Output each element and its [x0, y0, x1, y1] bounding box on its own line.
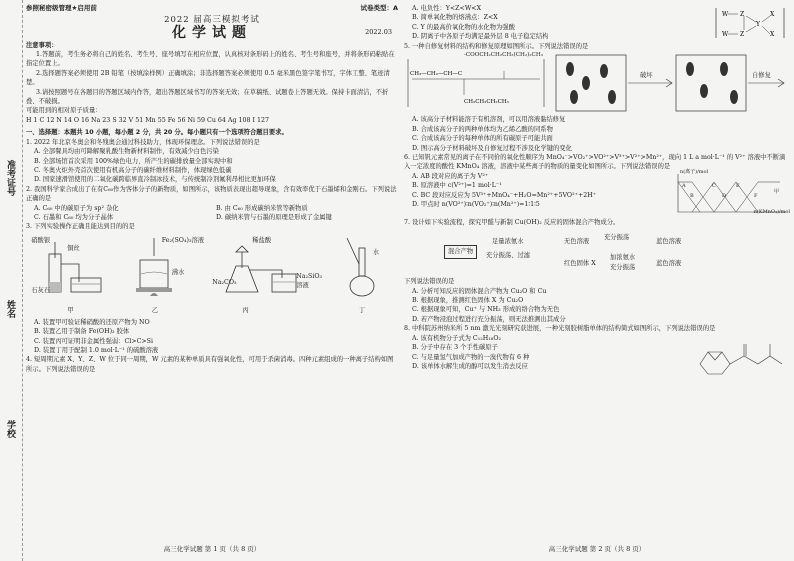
- q2-option-a: A. C₆₀ 中的碳原子为 sp² 杂化: [34, 204, 119, 212]
- tag-ding: 丁: [358, 307, 366, 315]
- label-copper-wire: 铜丝: [67, 244, 80, 252]
- q4-options-block: [404, 4, 790, 42]
- notice-heading: 注意事项：: [26, 41, 58, 49]
- svg-text:X: X: [770, 31, 775, 38]
- name-label: 姓名: [5, 300, 15, 318]
- apparatus-bing: [212, 234, 322, 316]
- question-8: 8. 中科院苏州纳米所 5 nm 激光光刻研究获进展，一种光刻胶树脂单体的结构简式如图所示，下列说法错误的是: [404, 325, 716, 333]
- question-6: 6. 已知钒元素常见的离子在不同价的氧化性顺序为 MnO₄⁻>VO₂⁺>VO²⁺>V³⁺>V²⁺>Mn²⁺，现向 1 L a mol·L⁻¹ 的 V²⁺ 溶液中不断滴入一定浓度的酸性 KMnO₄ 溶液，溶液中某些离子的物质的量变化如图所示。下列说法错误的是: [404, 154, 786, 171]
- notice-3: 3.请按照题号在各题目的答题区域内作答，超出答题区域书写的答案无效；在草稿纸、试题卷上答题无效。保持卡面清洁，不折叠、不破损。: [26, 88, 389, 106]
- notice-1: 1.答题前，考生务必将自己的姓名、考生号、座号填写在相应位置，认真核对条形码上的姓名、考生号和座号，并将条形码粘贴在指定位置上。: [26, 51, 395, 68]
- apparatus-yi: [122, 234, 205, 316]
- polymer-side-chain: -COOCH₂CH₂CH₃(CH₂)₂CH₃: [464, 52, 543, 59]
- label-water: 水: [372, 248, 380, 256]
- q1-option-a: A. 全部餐具均由可降解聚乳酸生物新材料制作，有效减少白色污染: [34, 148, 219, 156]
- paper-type: 试卷类型：A: [360, 4, 398, 12]
- q8-option-c: C. 与足量氢气加成产物的一溴代物有 6 种: [412, 353, 530, 361]
- q5-option-d: D. 图示高分子材料破坏及自修复过程不涉及化学键的变化: [412, 144, 572, 152]
- label-iron-sulfate: Fe₂(SO₄)₃溶液: [161, 236, 205, 244]
- question-2: 2. 我国科学家合成出了在有C₆₀作为客体分子的新物质，如图所示，该物质表现出超导现象，含有效率优于石墨烯和金刚石。下列说法正确的是: [26, 185, 397, 203]
- question-7: 7. 设计如下实验流程，探究甲醛与新制 Cu(OH)₂ 反应的固体混合产物成分。: [404, 218, 620, 226]
- q8-block: [404, 334, 790, 378]
- q6-option-c: C. BC 段对应反应为 5V³⁺+MnO₄⁻+H₂O=Mn²⁺+5VO²⁺+2H⁺: [412, 191, 597, 199]
- q6-block: [404, 168, 790, 218]
- atomic-mass-list: H 1 C 12 N 14 O 16 Na 23 S 32 V 51 Mn 55 Fe 56 Ni 59 Cu 64 Ag 108 I 127: [26, 116, 270, 124]
- label-boiling-water: 沸水: [171, 268, 185, 276]
- label-limestone: 石灰石: [31, 286, 51, 294]
- apparatus-ding: [333, 234, 393, 316]
- q6-option-d: D. 甲点时 n(VO²⁺)∶n(VO₂⁺)∶n(Mn²⁺)=1∶1∶5: [412, 201, 540, 209]
- graph-point-e: E: [736, 182, 740, 189]
- label-sodium-silicate: Na₂SiO₃溶液: [296, 272, 323, 290]
- q5-option-b: B. 合成该高分子的两种单体均为乙烯乙酸的同系物: [412, 125, 553, 133]
- exam-name: 2022 届高三模拟考试: [164, 15, 260, 26]
- q7-option-b: B. 根据现象，推测红色固体 X 为 Cu₂O: [412, 297, 524, 305]
- q1-option-c: C. 冬奥火炬外壳首次使用有机高分子的碳纤维材料制作，体现绿色低碳: [34, 166, 232, 174]
- q2-options-row1: [26, 204, 398, 213]
- graph-point-jia: 甲: [774, 188, 780, 195]
- question-4: 4. 短周期元素 X、Y、Z、W 位于同一周期，W 元素的某种单质具有强氧化性，可用于杀菌消毒。四种元素组成的一种离子结构如图所示。下列说法错误的是: [26, 356, 394, 373]
- monomer-structure: [690, 334, 790, 378]
- graph-point-f: F: [754, 192, 758, 199]
- ion-amount-graph: [670, 168, 790, 218]
- school-label: 学校: [5, 420, 15, 438]
- page-1: [26, 4, 398, 556]
- q3-option-b: B. 装置乙用于制备 Fe(OH)₃ 胶体: [34, 328, 130, 336]
- apparatus-jia: [31, 234, 111, 316]
- q3-option-c: C. 装置丙可证明非金属性强弱：Cl>C>Si: [34, 337, 153, 345]
- q5-option-a: A. 该高分子材料能溶于有机溶剂，可以用溶液黏结修复: [412, 116, 566, 124]
- atomic-mass-heading: 可能用到的相对原子质量：: [26, 107, 102, 115]
- exam-number-label: 准考证号: [5, 160, 15, 196]
- q8-option-b: B. 分子中存在 3 个手性碳原子: [412, 344, 498, 352]
- q5-option-c: C. 合成该高分子的每种单体的所有碳原子可能共面: [412, 135, 553, 143]
- label-break: 破坏: [640, 72, 653, 80]
- flow-step-shake: 充分振荡: [604, 234, 630, 242]
- flow-start: 混合产物: [444, 245, 477, 258]
- page-2: [404, 4, 790, 556]
- q2-option-b: B. 由 C₆₀ 形成碳纳米管等新物质: [216, 204, 308, 212]
- flow-colorless-solution: 无色溶液: [564, 238, 590, 246]
- q8-option-a: A. 该有机物分子式为 C₁₂H₁₈O₂: [412, 334, 502, 342]
- tag-bing: 丙: [242, 307, 249, 315]
- q4-option-d: D. 阴离子中各原子均满足最外层 8 电子稳定结构: [412, 33, 549, 41]
- q8-option-d: D. 该单体水解生成的醇可以发生消去反应: [412, 362, 528, 370]
- question-3: 3. 下列实验操作正确且能达到目的的是: [26, 223, 135, 231]
- flow-blue-solution-1: 蓝色溶液: [656, 238, 682, 246]
- graph-point-c: C: [712, 182, 716, 189]
- graph-point-d: D: [722, 192, 727, 199]
- section-1-heading: 一、选择题：本题共 10 小题，每小题 2 分，共 20 分。每小题只有一个选项符合题目要求。: [26, 129, 288, 137]
- flow-reagent-1: 足量浓氨水: [492, 238, 524, 246]
- q4-option-a: A. 电负性：Y<Z<W<X: [412, 5, 482, 12]
- svg-text:Z: Z: [740, 31, 745, 38]
- page1-header: [26, 4, 398, 13]
- tag-yi: 乙: [151, 307, 159, 315]
- label-dilute-hcl: 稀盐酸: [252, 236, 272, 244]
- q6-option-b: B. 原溶液中 c(V²⁺)=1 mol·L⁻¹: [412, 182, 502, 190]
- svg-text:Z: Z: [740, 11, 745, 18]
- q6-option-a: A. AB 段对应的离子为 V²⁺: [412, 172, 489, 180]
- graph-x-label: n(KMnO₄)/mol: [753, 209, 790, 216]
- q4-option-c: C. Y 的最高价氧化物的水化物为强酸: [412, 23, 515, 31]
- secret-level: 参照秘密级管理★启用前: [26, 4, 97, 12]
- ion-structure-diagram: [710, 4, 790, 42]
- exam-date: 2022.03: [365, 28, 392, 37]
- q7-prompt: 下列说法错误的是: [404, 278, 455, 286]
- svg-text:CH₂CH₂CH₂CH₃: CH₂CH₂CH₂CH₃: [464, 99, 509, 106]
- question-1: 1. 2022 年北京冬奥会和冬残奥会通过科技助力，体现环保理念。下列说法错误的是: [26, 138, 260, 146]
- label-self-repair: 自修复: [752, 72, 771, 80]
- tag-jia: 甲: [67, 307, 74, 315]
- q7-flowchart: [444, 231, 790, 271]
- svg-text:W: W: [722, 31, 729, 38]
- q3-option-d: D. 装置丁用于配制 1.0 mol·L⁻¹ 的硫酸溶液: [34, 346, 159, 354]
- svg-text:X: X: [770, 11, 775, 18]
- q2-option-d: D. 碳纳米管与石墨的原理是形成了金属键: [216, 213, 332, 221]
- notice-2: 2.选择题答案必须使用 2B 铅笔（按填涂样例）正确填涂；非选择题答案必须使用 0.5 毫米黑色签字笔书写，字体工整、笔迹清楚。: [26, 69, 390, 87]
- q4-option-b: B. 简单氧化物的熔沸点：Z<X: [412, 14, 498, 22]
- question-5: 5. 一种自修复材料的结构和修复原理如图所示。下列说法错误的是: [404, 43, 589, 50]
- q3-option-a: A. 装置甲可验证稀硝酸的还原产物为 NO: [34, 318, 150, 326]
- flow-step-ammonia: 加浓氨水: [610, 254, 636, 262]
- flow-blue-solution-2: 蓝色溶液: [656, 260, 682, 268]
- page2-footer: 高三化学试题 第 2 页（共 8 页）: [548, 544, 646, 553]
- binding-margin: [0, 0, 23, 561]
- q1-option-d: D. 国家速滑馆使用的二氧化碳跨临界直冷制冰技术，与传统制冷剂氟利昂相比更加环保: [34, 176, 276, 184]
- label-sodium-carbonate: Na₂CO₃: [212, 278, 237, 286]
- self-repair-figure: [404, 51, 790, 115]
- svg-text:Y: Y: [756, 21, 760, 28]
- q1-option-b: B. 全部场馆首次采用 100%绿色电力，所产生的碳排放量全部实现中和: [34, 157, 233, 165]
- graph-point-b: B: [690, 192, 694, 199]
- q2-options-row2: [26, 213, 398, 222]
- flow-step-shake-2: 充分振荡: [610, 264, 636, 272]
- label-silver-nitrate: 硝酸银: [31, 236, 51, 244]
- page-title: 化学试题: [172, 24, 252, 41]
- q7-option-a: A. 分析可知反应的固体混合产物为 Cu₂O 和 Cu: [412, 287, 547, 295]
- flow-reagent-2: 充分振荡、过滤: [486, 252, 531, 260]
- graph-point-a: A: [682, 182, 686, 189]
- q2-option-c: C. 石墨和 C₆₀ 均为分子晶体: [34, 213, 114, 221]
- svg-text:CH₃—CH₂—CH—C: CH₃—CH₂—CH—C: [410, 71, 463, 78]
- graph-y-label: n(离子)/mol: [680, 168, 709, 175]
- q7-option-c: C. 根据现象可知，Cu⁺ 与 NH₃ 形成的络合物为无色: [412, 306, 560, 314]
- page1-footer: 高三化学试题 第 1 页（共 8 页）: [163, 544, 261, 553]
- svg-text:W: W: [722, 11, 729, 18]
- q7-option-d: D. 若产物浸泡过程进行充分振荡，则无法推测出其成分: [412, 315, 566, 323]
- flow-red-solid: 红色固体 X: [564, 260, 596, 268]
- q3-apparatus-figure: [26, 234, 398, 316]
